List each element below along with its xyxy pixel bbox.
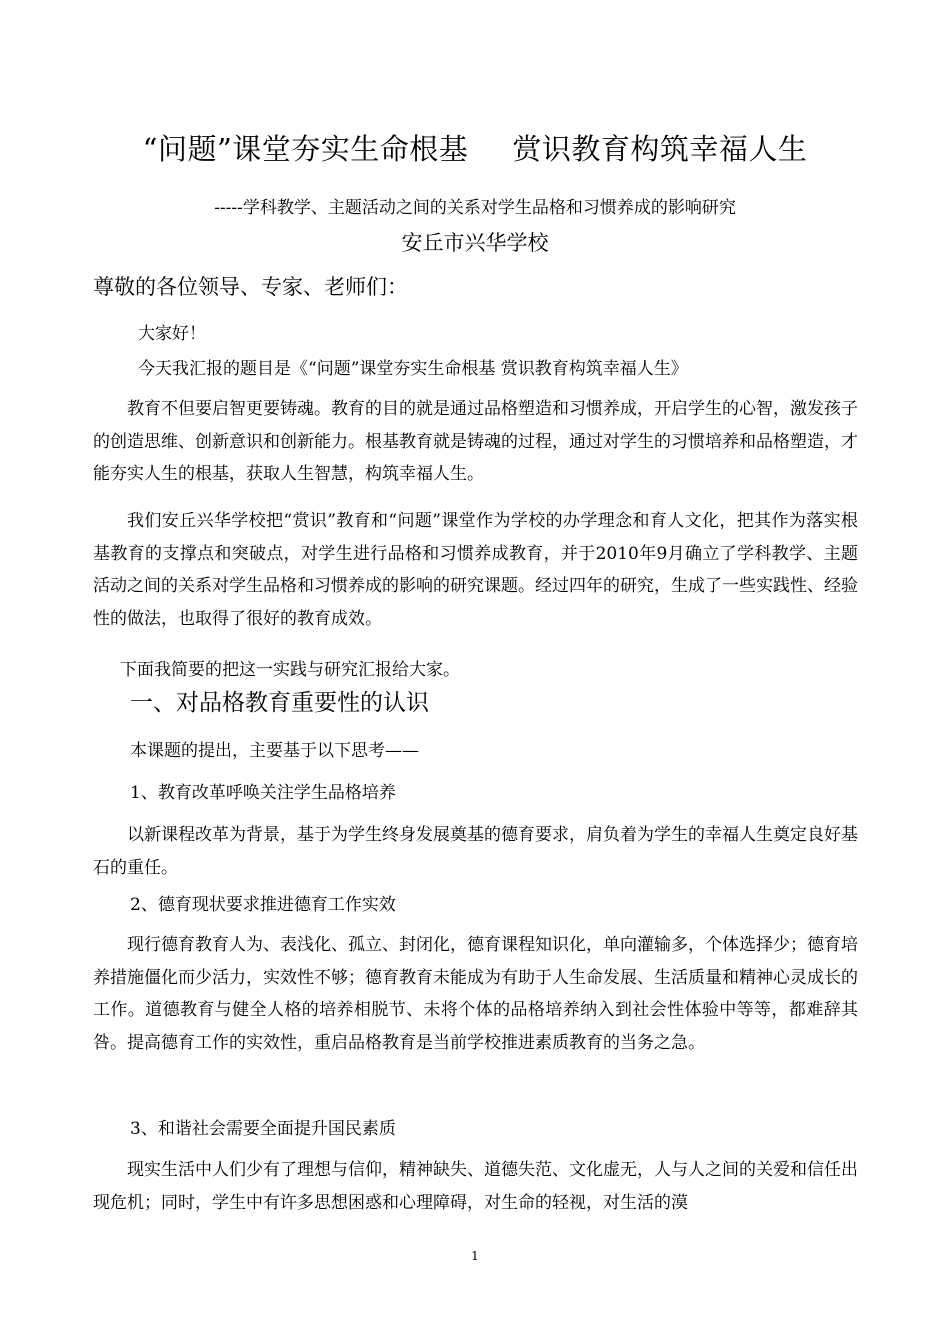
point-2-heading: 2、德育现状要求推进德育工作实效 — [130, 895, 396, 915]
title-part-2: 赏识教育构筑幸福人生 — [512, 132, 808, 166]
school-name: 安丘市兴华学校 — [401, 231, 549, 255]
paragraph-2: 我们安丘兴华学校把“赏识”教育和“问题”课堂作为学校的办学理念和育人文化，把其作为落实根基教育的支撑点和突破点，对学生进行品格和习惯养成教育，并于2010年9月确立了学科教学、主题活动之间的关系对学生品格和习惯养成的影响的研究课题。经过四年的研究，生成了一些实践性、经验性的做法，也取得了很好的教育成效。 — [93, 511, 858, 629]
document-subtitle: -----学科教学、主题活动之间的关系对学生品格和习惯养成的影响研究 — [214, 198, 736, 218]
page-number: 1 — [471, 1249, 479, 1263]
title-part-1: “问题”课堂夯实生命根基 — [142, 132, 469, 166]
point-2-text: 现行德育教育人为、表浅化、孤立、封闭化，德育课程知识化，单向灌输多，个体选择少；德育培养措施僵化而少活力，实效性不够；德育教育未能成为有助于人生命发展、生活质量和精神心灵成长的工作。道德教育与健全人格的培养相脱节、未将个体的品格培养纳入到社会性体验中等等，都难辞其咎。提高德育工作的实效性，重启品格教育是当前学校推进素质教育的当务之急。 — [93, 935, 858, 1053]
paragraph-3: 下面我简要的把这一实践与研究汇报给大家。 — [120, 660, 460, 680]
point-3-heading: 3、和谐社会需要全面提升国民素质 — [130, 1119, 396, 1139]
document-title — [0, 132, 950, 166]
section-1-intro: 本课题的提出，主要基于以下思考—— — [130, 741, 419, 761]
point-1-text: 以新课程改革为背景，基于为学生终身发展奠基的德育要求，肩负着为学生的幸福人生奠定良好基石的重任。 — [93, 825, 858, 878]
intro-line: 今天我汇报的题目是《“问题”课堂夯实生命根基 赏识教育构筑幸福人生》 — [138, 359, 688, 379]
salutation: 尊敬的各位领导、专家、老师们： — [93, 275, 408, 299]
section-1-heading: 一、对品格教育重要性的认识 — [130, 690, 429, 716]
point-1-heading: 1、教育改革呼唤关注学生品格培养 — [130, 783, 396, 803]
greeting: 大家好！ — [138, 324, 206, 344]
point-3-text: 现实生活中人们少有了理想与信仰，精神缺失、道德失范、文化虚无，人与人之间的关爱和信任出现危机；同时，学生中有许多思想困惑和心理障碍，对生命的轻视，对生活的漠 — [93, 1160, 858, 1213]
paragraph-1: 教育不但要启智更要铸魂。教育的目的就是通过品格塑造和习惯养成，开启学生的心智，激发孩子的创造思维、创新意识和创新能力。根基教育就是铸魂的过程，通过对学生的习惯培养和品格塑造，才能夯实人生的根基，获取人生智慧，构筑幸福人生。 — [93, 399, 858, 484]
